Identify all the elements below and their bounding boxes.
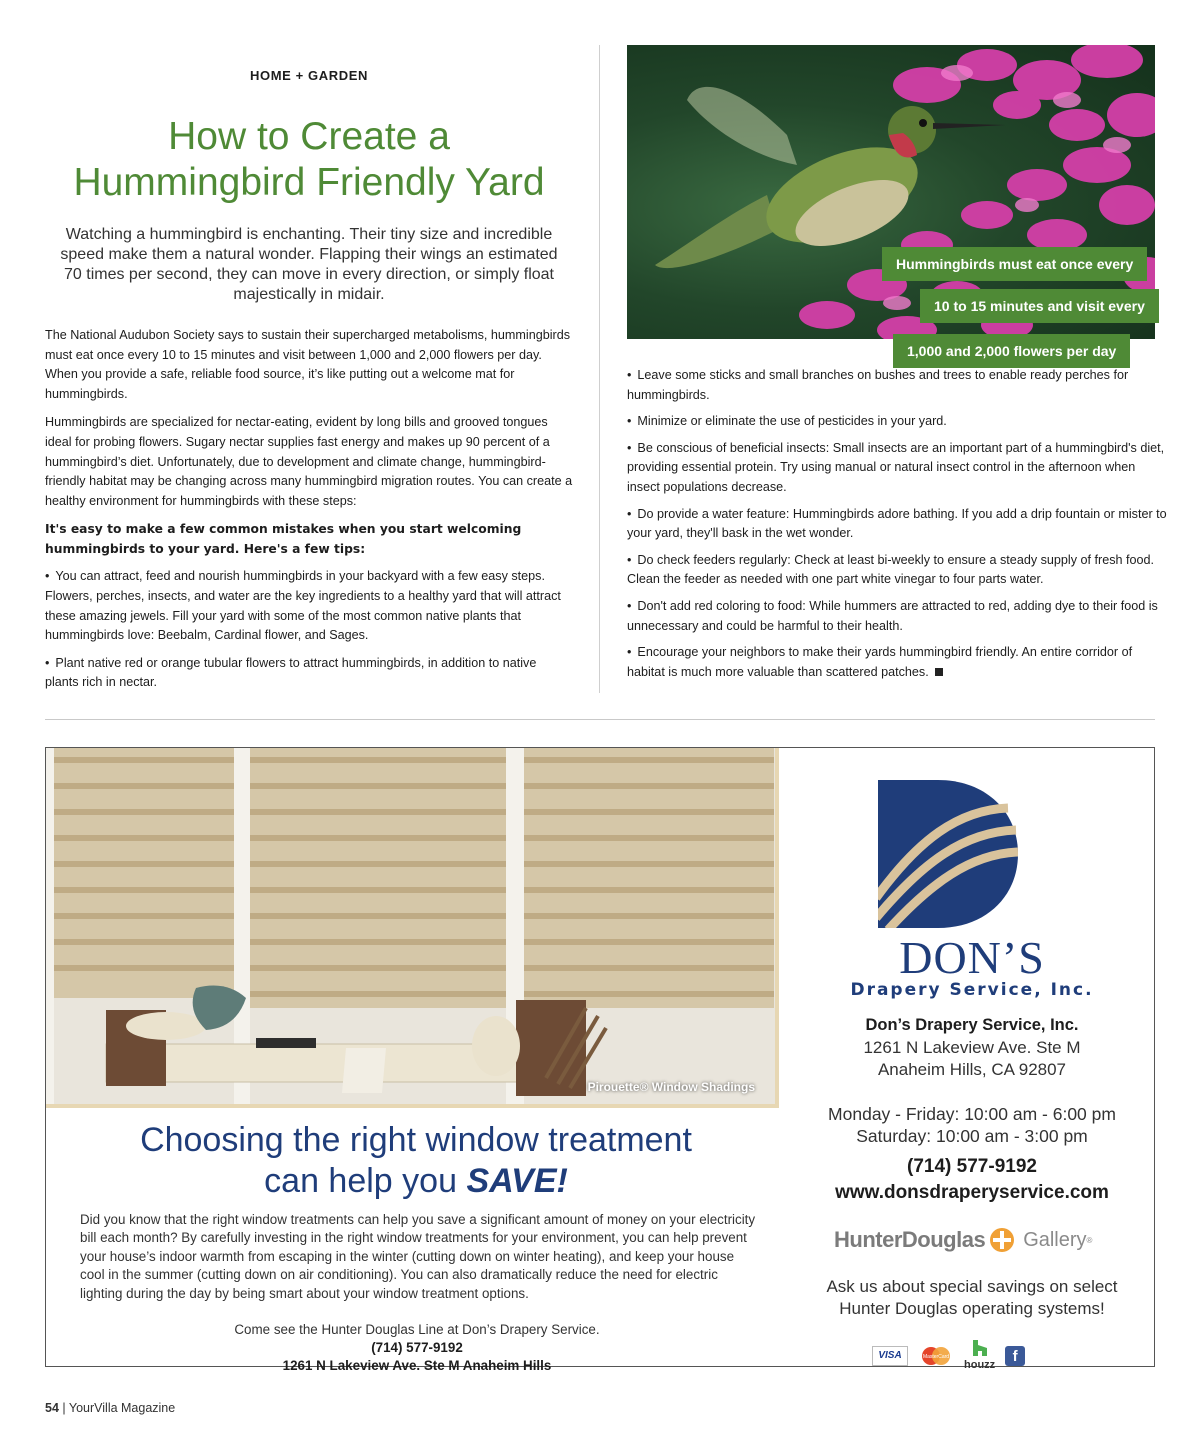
article-title [45,114,573,206]
visa-icon: VISA [872,1346,908,1366]
hours-weekday: Monday - Friday: 10:00 am - 6:00 pm [828,1104,1116,1124]
bullet-text: Don't add red coloring to food: While hummers are attracted to red, adding dye to their food is unnecessary and could be harmful to their health. [627,598,1158,633]
window-shadings-photo [46,748,779,1108]
right-bullet-6 [627,597,1167,636]
bullet-text: Do provide a water feature: Hummingbirds adore bathing. If you add a drip fountain or mister to your yard, they'll bask in the wet wonder. [627,506,1167,541]
ad-headline-line2: can help you [264,1162,467,1200]
address-line-1: 1261 N Lakeview Ave. Ste M [863,1038,1081,1057]
hunter-douglas-tm: ® [1086,1235,1093,1245]
business-name: Don’s Drapery Service, Inc. [865,1016,1079,1034]
bullet-dot: • [45,569,50,584]
section-divider [45,719,1155,720]
callout-line-3: 1,000 and 2,000 flowers per day [893,334,1130,368]
article-lede: Watching a hummingbird is enchanting. Their tiny size and incredible speed make them a natural wonder. Flapping their wings an estimated 70 times per second, they can move in every direction, or simply float majestically in midair. [60,226,558,303]
ad-body-text: Did you know that the right window treatments can help you save a significant amount of money on your electricity bill each month? By carefully investing in the right window treatments for your environment, you can help prevent your house’s indoor warmth from escaping in the winter (cutting down on winter heating), and keep your house cool in the summer (cutting down on air conditioning). You can also dramatically reduce the need for electric lighting during the day by being smart about your window treatment options. [80,1212,756,1301]
bullet-dot: • [627,598,632,613]
hunter-douglas-logo [834,1227,1092,1253]
address-line-2: Anaheim Hills, CA 92807 [877,1060,1067,1079]
bullet-text: Leave some sticks and small branches on bushes and trees to enable ready perches for hummingbirds. [627,368,1129,402]
ad-come-see: Come see the Hunter Douglas Line at Don’s Drapery Service. [234,1322,600,1337]
hours-saturday: Saturday: 10:00 am - 3:00 pm [856,1126,1088,1146]
section-kicker: HOME + GARDEN [250,68,368,83]
right-bullet-1 [627,366,1167,405]
ad-headline-line1: Choosing the right window treatment [140,1121,692,1159]
left-bullet-2 [45,654,573,693]
mastercard-icon [918,1346,954,1366]
mastercard-circles [918,1346,954,1366]
bullet-dot: • [627,440,632,455]
bullet-dot: • [627,552,632,567]
bullet-text: Do check feeders regularly: Check at least bi-weekly to ensure a steady supply of fresh food. Clean the feeder as needed with one part white vinegar to four parts water. [627,552,1155,587]
photo-caption: Pirouette® Window Shadings [587,1080,755,1094]
left-bullet-1 [45,567,573,645]
dons-wordmark: DON’S [899,932,1045,983]
houzz-mark [973,1340,987,1356]
article-paragraph-1: The National Audubon Society says to sustain their supercharged metabolisms, hummingbirds must eat once every 10 to 15 minutes and visit between 1,000 and 2,000 flowers per day. When you provide a safe, reliable food source, it’s like putting out a welcome mat for hummingbirds. [45,328,571,401]
article-right-column [627,366,1167,682]
payment-social-icons [872,1340,1025,1371]
ad-headline [46,1120,786,1202]
column-divider [599,45,600,693]
dons-logo-icon [878,780,1018,928]
footer-separator: | [62,1401,66,1415]
ad-contact-panel [788,748,1156,1371]
bullet-text: You can attract, feed and nourish hummingbirds in your backyard with a few easy steps. Flowers, perches, insects, and water are the key ingredients to a healthy yard that will attract these amazing jewels. Fill your yard with some of the most common native plants that hummingbirds love: Beebalm, Cardinal flower, and Sages. [45,569,561,643]
bullet-text: Minimize or eliminate the use of pesticides in your yard. [637,414,947,429]
dons-subtitle: Drapery Service, Inc. [850,980,1094,1000]
business-phone[interactable]: (714) 577-9192 [907,1156,1037,1177]
article-title-line1: How to Create a [168,115,450,158]
hunter-douglas-cross-icon [989,1227,1015,1253]
special-savings-line1: Ask us about special savings on select [826,1277,1118,1296]
special-savings-line2: Hunter Douglas operating systems! [839,1299,1105,1318]
ad-headline-save: SAVE! [466,1162,568,1200]
article-title-line2: Hummingbird Friendly Yard [73,161,545,204]
magazine-name: YourVilla Magazine [68,1401,176,1415]
bullet-dot: • [45,655,50,670]
bullet-dot: • [627,368,632,382]
bullet-dot: • [627,506,632,521]
bullet-text: Encourage your neighbors to make their yards hummingbird friendly. An entire corridor of habitat is much more valuable than scattered patches. [627,645,1133,679]
ad-phone-bottom: (714) 577-9192 [371,1340,463,1355]
bullet-text: Plant native red or orange tubular flowers to attract hummingbirds, in addition to native plants rich in nectar. [45,655,537,690]
callout-line-1: Hummingbirds must eat once every [882,247,1147,281]
bullet-text: Be conscious of beneficial insects: Small insects are an important part of a hummingbird's diet, providing essential protein. Try using manual or natural insect control in the afternoon when insect populations decrease. [627,440,1165,494]
window-shadings-illustration [46,748,779,1108]
houzz-icon[interactable] [964,1340,995,1371]
mastercard-label: MasterCard [922,1353,950,1360]
callout-line-2: 10 to 15 minutes and visit every [920,289,1159,323]
right-bullet-7 [627,643,1167,682]
hunter-douglas-name: HunterDouglas [834,1227,986,1252]
right-bullet-5 [627,551,1167,590]
bullet-dot: • [627,414,632,429]
ad-address-bottom: 1261 N Lakeview Ave. Ste M Anaheim Hills [282,1358,552,1373]
page-number: 54 [45,1401,59,1415]
hunter-douglas-gallery: Gallery [1023,1228,1087,1251]
right-bullet-2 [627,412,1167,432]
advertisement [45,747,1155,1373]
facebook-icon[interactable]: f [1005,1346,1025,1366]
end-of-article-mark [935,668,943,676]
right-bullet-3 [627,439,1167,498]
article-left-column [45,68,573,693]
page-footer [45,1401,175,1415]
tips-heading: It's easy to make a few common mistakes when you start welcoming hummingbirds to your yard. Here's a few tips: [45,522,522,557]
houzz-label: houzz [964,1359,996,1371]
special-savings-note [788,1276,1156,1320]
right-bullet-4 [627,505,1167,544]
bullet-dot: • [627,645,632,660]
article-paragraph-2: Hummingbirds are specialized for nectar-eating, evident by long bills and grooved tongues ideal for probing flowers. Sugary nectar supplies fast energy and makes up 90 percent of a hummingbird’s diet. Unfortunately, due to development and climate change, hummingbird-friendly habitat may be changing across many hummingbird migration routes. You can create a healthy environment for hummingbirds with these steps: [45,415,573,508]
business-website[interactable]: www.donsdraperyservice.com [835,1182,1109,1203]
